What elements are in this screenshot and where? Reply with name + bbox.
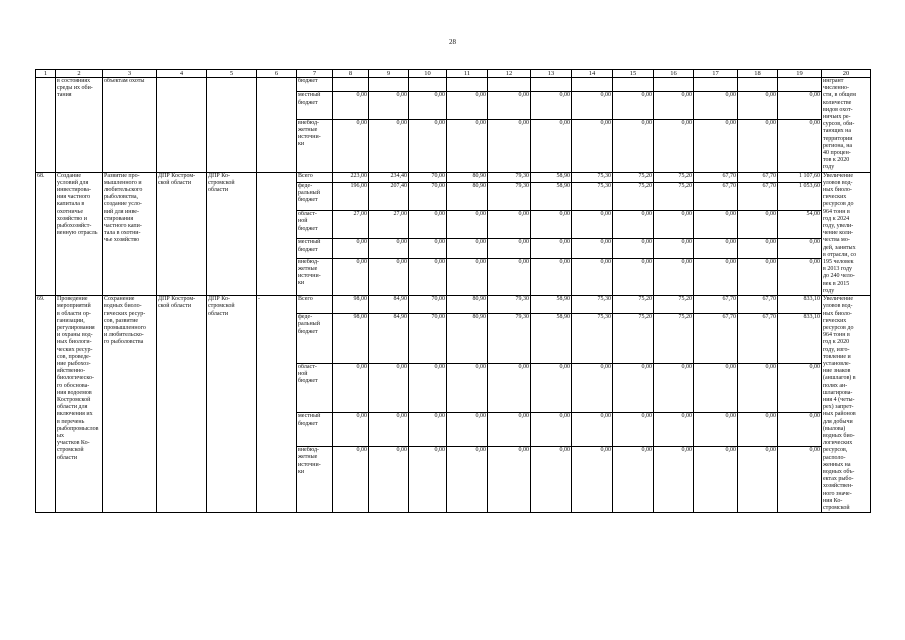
amount-cell: 0,00 xyxy=(613,258,654,296)
data-row xyxy=(36,78,871,92)
page-number: 28 xyxy=(449,38,456,46)
amount-cell: 80,90 xyxy=(447,296,488,314)
amount-cell: 0,00 xyxy=(613,211,654,239)
amount-cell: 0,00 xyxy=(778,363,822,413)
amount-cell: 0,00 xyxy=(447,119,488,172)
responsible-executor: ДПР Костром- ской области xyxy=(157,296,207,513)
amount-cell: 0,00 xyxy=(694,239,738,258)
amount-cell: 0,00 xyxy=(369,92,409,119)
amount-cell: 27,00 xyxy=(333,211,369,239)
amount-cell: 0,00 xyxy=(654,119,694,172)
amount-cell: 58,90 xyxy=(531,296,572,314)
amount-cell: 70,00 xyxy=(409,172,447,182)
expected-result: Увеличение уловов вод- ных биоло- гических ресурсов до 964 тонн в год к 2020 году, изго- товление и установле- ние знаков (аншлагов) в полях ан- шлагирова- ния 4 (четы- рех) запрет- ных районов для добычи (вылова) водных био- логических ресурсов, располо- женных на водных объ- ектах рыбо- хозяйствен- ного значе- ния Ко- стромской xyxy=(822,296,871,513)
amount-cell xyxy=(333,78,369,92)
amount-cell: 67,70 xyxy=(738,172,778,182)
header-cell: 2 xyxy=(56,70,103,78)
amount-cell: 0,00 xyxy=(778,447,822,513)
funding-source: област- ной бюджет xyxy=(297,211,333,239)
amount-cell: 0,00 xyxy=(488,413,531,447)
amount-cell: 75,20 xyxy=(654,172,694,182)
amount-cell: 98,00 xyxy=(333,296,369,314)
amount-cell: 84,90 xyxy=(369,314,409,364)
amount-cell: 0,00 xyxy=(409,211,447,239)
amount-cell xyxy=(738,78,778,92)
amount-cell: 0,00 xyxy=(333,413,369,447)
amount-cell: 0,00 xyxy=(572,413,613,447)
header-cell: 4 xyxy=(157,70,207,78)
amount-cell: 58,90 xyxy=(531,182,572,210)
funding-source: внебюд- жетные источни- ки xyxy=(297,447,333,513)
amount-cell xyxy=(613,78,654,92)
amount-cell: 0,00 xyxy=(572,211,613,239)
row-number xyxy=(36,78,56,173)
amount-cell: 75,30 xyxy=(572,296,613,314)
amount-cell: 0,00 xyxy=(694,447,738,513)
responsible-executor xyxy=(157,78,207,173)
participant: - xyxy=(257,296,297,513)
amount-cell: 0,00 xyxy=(488,211,531,239)
responsible-executor: ДПР Костром- ской области xyxy=(157,172,207,295)
header-cell: 14 xyxy=(572,70,613,78)
amount-cell: 1 053,60 xyxy=(778,182,822,210)
amount-cell: 0,00 xyxy=(531,258,572,296)
amount-cell: 0,00 xyxy=(654,413,694,447)
amount-cell: 0,00 xyxy=(572,258,613,296)
amount-cell: 0,00 xyxy=(333,239,369,258)
amount-cell: 0,00 xyxy=(488,92,531,119)
amount-cell: 0,00 xyxy=(369,413,409,447)
data-row xyxy=(36,172,871,182)
amount-cell: 0,00 xyxy=(333,119,369,172)
amount-cell: 0,00 xyxy=(694,92,738,119)
header-cell: 5 xyxy=(207,70,257,78)
amount-cell: 0,00 xyxy=(694,413,738,447)
expected-result: ингрант численно- сти, в общем количестве видов охот- ничьих ре- сурсов, оби- тающих на территории региона, на 40 процен- тов к 2020 году xyxy=(822,78,871,173)
expected-result: Увеличение уловов вод- ных биоло- гических ресурсов до 964 тонн в год к 2024 году, увели- чение коли- чества мо- дей, занятых в отрасли, со 195 человек в 2013 году до 240 чело- век в 2015 году xyxy=(822,172,871,295)
funding-source: област- ной бюджет xyxy=(297,363,333,413)
amount-cell: 0,00 xyxy=(738,258,778,296)
amount-cell: 0,00 xyxy=(694,211,738,239)
amount-cell xyxy=(654,78,694,92)
amount-cell: 84,90 xyxy=(369,296,409,314)
amount-cell: 0,00 xyxy=(613,119,654,172)
amount-cell: 80,90 xyxy=(447,172,488,182)
amount-cell: 70,00 xyxy=(409,182,447,210)
event-goal: объектам охоты xyxy=(103,78,157,173)
header-cell: 11 xyxy=(447,70,488,78)
amount-cell: 207,40 xyxy=(369,182,409,210)
header-cell: 13 xyxy=(531,70,572,78)
amount-cell: 0,00 xyxy=(613,363,654,413)
amount-cell: 0,00 xyxy=(447,413,488,447)
funding-source: феде- ральный бюджет xyxy=(297,314,333,364)
amount-cell: 0,00 xyxy=(654,258,694,296)
amount-cell: 58,90 xyxy=(531,314,572,364)
amount-cell: 0,00 xyxy=(694,363,738,413)
amount-cell: 0,00 xyxy=(333,258,369,296)
header-cell: 8 xyxy=(333,70,369,78)
amount-cell xyxy=(531,78,572,92)
amount-cell xyxy=(778,78,822,92)
amount-cell xyxy=(369,78,409,92)
amount-cell: 67,70 xyxy=(694,182,738,210)
amount-cell: 79,30 xyxy=(488,182,531,210)
amount-cell: 0,00 xyxy=(531,119,572,172)
header-cell: 17 xyxy=(694,70,738,78)
amount-cell: 0,00 xyxy=(447,239,488,258)
amount-cell: 80,90 xyxy=(447,182,488,210)
amount-cell: 0,00 xyxy=(409,258,447,296)
funding-source: Всего xyxy=(297,296,333,314)
event-goal: Сохранение водных биоло- гических ресур- сов, развитие промышленного и любительско- го рыболовства xyxy=(103,296,157,513)
amount-cell: 0,00 xyxy=(613,239,654,258)
amount-cell: 0,00 xyxy=(738,239,778,258)
amount-cell: 0,00 xyxy=(613,92,654,119)
amount-cell: 0,00 xyxy=(778,92,822,119)
funding-source: феде- ральный бюджет xyxy=(297,182,333,210)
amount-cell: 75,30 xyxy=(572,172,613,182)
amount-cell: 67,70 xyxy=(694,296,738,314)
amount-cell: 0,00 xyxy=(613,413,654,447)
amount-cell: 0,00 xyxy=(694,119,738,172)
amount-cell: 0,00 xyxy=(572,363,613,413)
amount-cell: 196,00 xyxy=(333,182,369,210)
amount-cell: 79,30 xyxy=(488,296,531,314)
header-cell: 10 xyxy=(409,70,447,78)
amount-cell: 0,00 xyxy=(531,211,572,239)
amount-cell: 0,00 xyxy=(654,363,694,413)
amount-cell: 0,00 xyxy=(369,258,409,296)
amount-cell: 0,00 xyxy=(738,447,778,513)
funding-source: бюджет xyxy=(297,78,333,92)
data-row xyxy=(36,296,871,314)
amount-cell: 0,00 xyxy=(369,119,409,172)
amount-cell: 70,00 xyxy=(409,314,447,364)
participant xyxy=(257,78,297,173)
amount-cell: 75,20 xyxy=(654,296,694,314)
amount-cell: 0,00 xyxy=(531,413,572,447)
amount-cell: 75,20 xyxy=(613,296,654,314)
amount-cell: 67,70 xyxy=(738,182,778,210)
amount-cell: 75,20 xyxy=(654,182,694,210)
header-row xyxy=(36,70,871,78)
amount-cell: 67,70 xyxy=(694,172,738,182)
amount-cell: 0,00 xyxy=(694,258,738,296)
amount-cell: 0,00 xyxy=(778,258,822,296)
amount-cell: 27,00 xyxy=(369,211,409,239)
header-cell: 15 xyxy=(613,70,654,78)
amount-cell: 0,00 xyxy=(572,239,613,258)
co-executor xyxy=(207,78,257,173)
amount-cell: 0,00 xyxy=(333,447,369,513)
event-name: Создание условий для инвестирова- ния частного капитала в охотничье хозяйство и рыбохозяйст- венную отрасль xyxy=(56,172,103,295)
amount-cell: 0,00 xyxy=(447,447,488,513)
amount-cell: 98,00 xyxy=(333,314,369,364)
amount-cell: 75,30 xyxy=(572,182,613,210)
amount-cell: 75,20 xyxy=(654,314,694,364)
amount-cell: 0,00 xyxy=(778,239,822,258)
amount-cell xyxy=(572,78,613,92)
amount-cell: 0,00 xyxy=(333,92,369,119)
header-cell: 9 xyxy=(369,70,409,78)
amount-cell: 0,00 xyxy=(369,363,409,413)
amount-cell: 0,00 xyxy=(613,447,654,513)
amount-cell xyxy=(694,78,738,92)
amount-cell: 75,30 xyxy=(572,314,613,364)
amount-cell: 80,90 xyxy=(447,314,488,364)
amount-cell: 0,00 xyxy=(369,447,409,513)
amount-cell: 0,00 xyxy=(447,92,488,119)
amount-cell: 0,00 xyxy=(531,447,572,513)
amount-cell: 0,00 xyxy=(447,211,488,239)
amount-cell: 0,00 xyxy=(738,119,778,172)
header-cell: 6 xyxy=(257,70,297,78)
amount-cell: 0,00 xyxy=(488,239,531,258)
amount-cell: 75,20 xyxy=(613,182,654,210)
amount-cell: 58,90 xyxy=(531,172,572,182)
co-executor: ДПР Ко- стромской области xyxy=(207,172,257,295)
amount-cell: 0,00 xyxy=(409,92,447,119)
funding-source: внебюд- жетные источни- ки xyxy=(297,119,333,172)
amount-cell: 0,00 xyxy=(409,363,447,413)
header-cell: 7 xyxy=(297,70,333,78)
amount-cell: 79,30 xyxy=(488,314,531,364)
amount-cell: 0,00 xyxy=(654,211,694,239)
amount-cell xyxy=(488,78,531,92)
budget-table xyxy=(35,69,871,513)
participant xyxy=(257,172,297,295)
amount-cell: 0,00 xyxy=(409,413,447,447)
amount-cell: 75,20 xyxy=(613,314,654,364)
amount-cell: 0,00 xyxy=(778,413,822,447)
amount-cell: 0,00 xyxy=(654,92,694,119)
amount-cell: 0,00 xyxy=(531,239,572,258)
amount-cell: 79,30 xyxy=(488,172,531,182)
row-number: 68. xyxy=(36,172,56,295)
amount-cell: 0,00 xyxy=(531,363,572,413)
amount-cell: 0,00 xyxy=(572,119,613,172)
amount-cell: 0,00 xyxy=(738,92,778,119)
amount-cell: 0,00 xyxy=(531,92,572,119)
amount-cell: 0,00 xyxy=(488,447,531,513)
amount-cell: 0,00 xyxy=(572,92,613,119)
header-cell: 20 xyxy=(822,70,871,78)
amount-cell: 0,00 xyxy=(488,258,531,296)
amount-cell: 0,00 xyxy=(409,239,447,258)
amount-cell: 833,10 xyxy=(778,296,822,314)
header-cell: 12 xyxy=(488,70,531,78)
header-cell: 18 xyxy=(738,70,778,78)
amount-cell: 0,00 xyxy=(447,258,488,296)
amount-cell: 223,00 xyxy=(333,172,369,182)
amount-cell: 0,00 xyxy=(572,447,613,513)
co-executor: ДПР Ко- стромской области xyxy=(207,296,257,513)
amount-cell: 0,00 xyxy=(778,119,822,172)
amount-cell: 833,10 xyxy=(778,314,822,364)
amount-cell: 234,40 xyxy=(369,172,409,182)
amount-cell xyxy=(447,78,488,92)
event-goal: Развитие про- мышленного и любительского рыболовства, создание усло- вий для инве- стирования частного капи- тала в охотни- чье хозяйство xyxy=(103,172,157,295)
amount-cell: 0,00 xyxy=(654,239,694,258)
amount-cell: 54,00 xyxy=(778,211,822,239)
amount-cell: 67,70 xyxy=(738,296,778,314)
amount-cell: 1 107,60 xyxy=(778,172,822,182)
header-cell: 16 xyxy=(654,70,694,78)
amount-cell: 75,20 xyxy=(613,172,654,182)
header-cell: 19 xyxy=(778,70,822,78)
funding-source: внебюд- жетные источни- ки xyxy=(297,258,333,296)
amount-cell: 67,70 xyxy=(738,314,778,364)
event-name: Проведение мероприятий в области ор- ганизации, регулирования и охраны вод- ных биологи- ческих ресур- сов, проведе- ние рыбохоз- яйственно- биологическо- го обоснова- ния водоемов Костромской области для включения их в перечень рыбопромысловых участков Ко- стромской области xyxy=(56,296,103,513)
funding-source: Всего xyxy=(297,172,333,182)
funding-source: местный бюджет xyxy=(297,413,333,447)
amount-cell: 0,00 xyxy=(654,447,694,513)
amount-cell: 0,00 xyxy=(333,363,369,413)
amount-cell xyxy=(409,78,447,92)
event-name: в состояниях среды их оби- тания xyxy=(56,78,103,173)
amount-cell: 0,00 xyxy=(738,413,778,447)
row-number: 69. xyxy=(36,296,56,513)
amount-cell: 0,00 xyxy=(738,363,778,413)
header-cell: 1 xyxy=(36,70,56,78)
funding-source: местный бюджет xyxy=(297,92,333,119)
amount-cell: 0,00 xyxy=(369,239,409,258)
amount-cell: 0,00 xyxy=(738,211,778,239)
header-cell: 3 xyxy=(103,70,157,78)
amount-cell: 70,00 xyxy=(409,296,447,314)
amount-cell: 67,70 xyxy=(694,314,738,364)
amount-cell: 0,00 xyxy=(447,363,488,413)
amount-cell: 0,00 xyxy=(488,363,531,413)
amount-cell: 0,00 xyxy=(409,119,447,172)
funding-source: местный бюджет xyxy=(297,239,333,258)
amount-cell: 0,00 xyxy=(409,447,447,513)
amount-cell: 0,00 xyxy=(488,119,531,172)
